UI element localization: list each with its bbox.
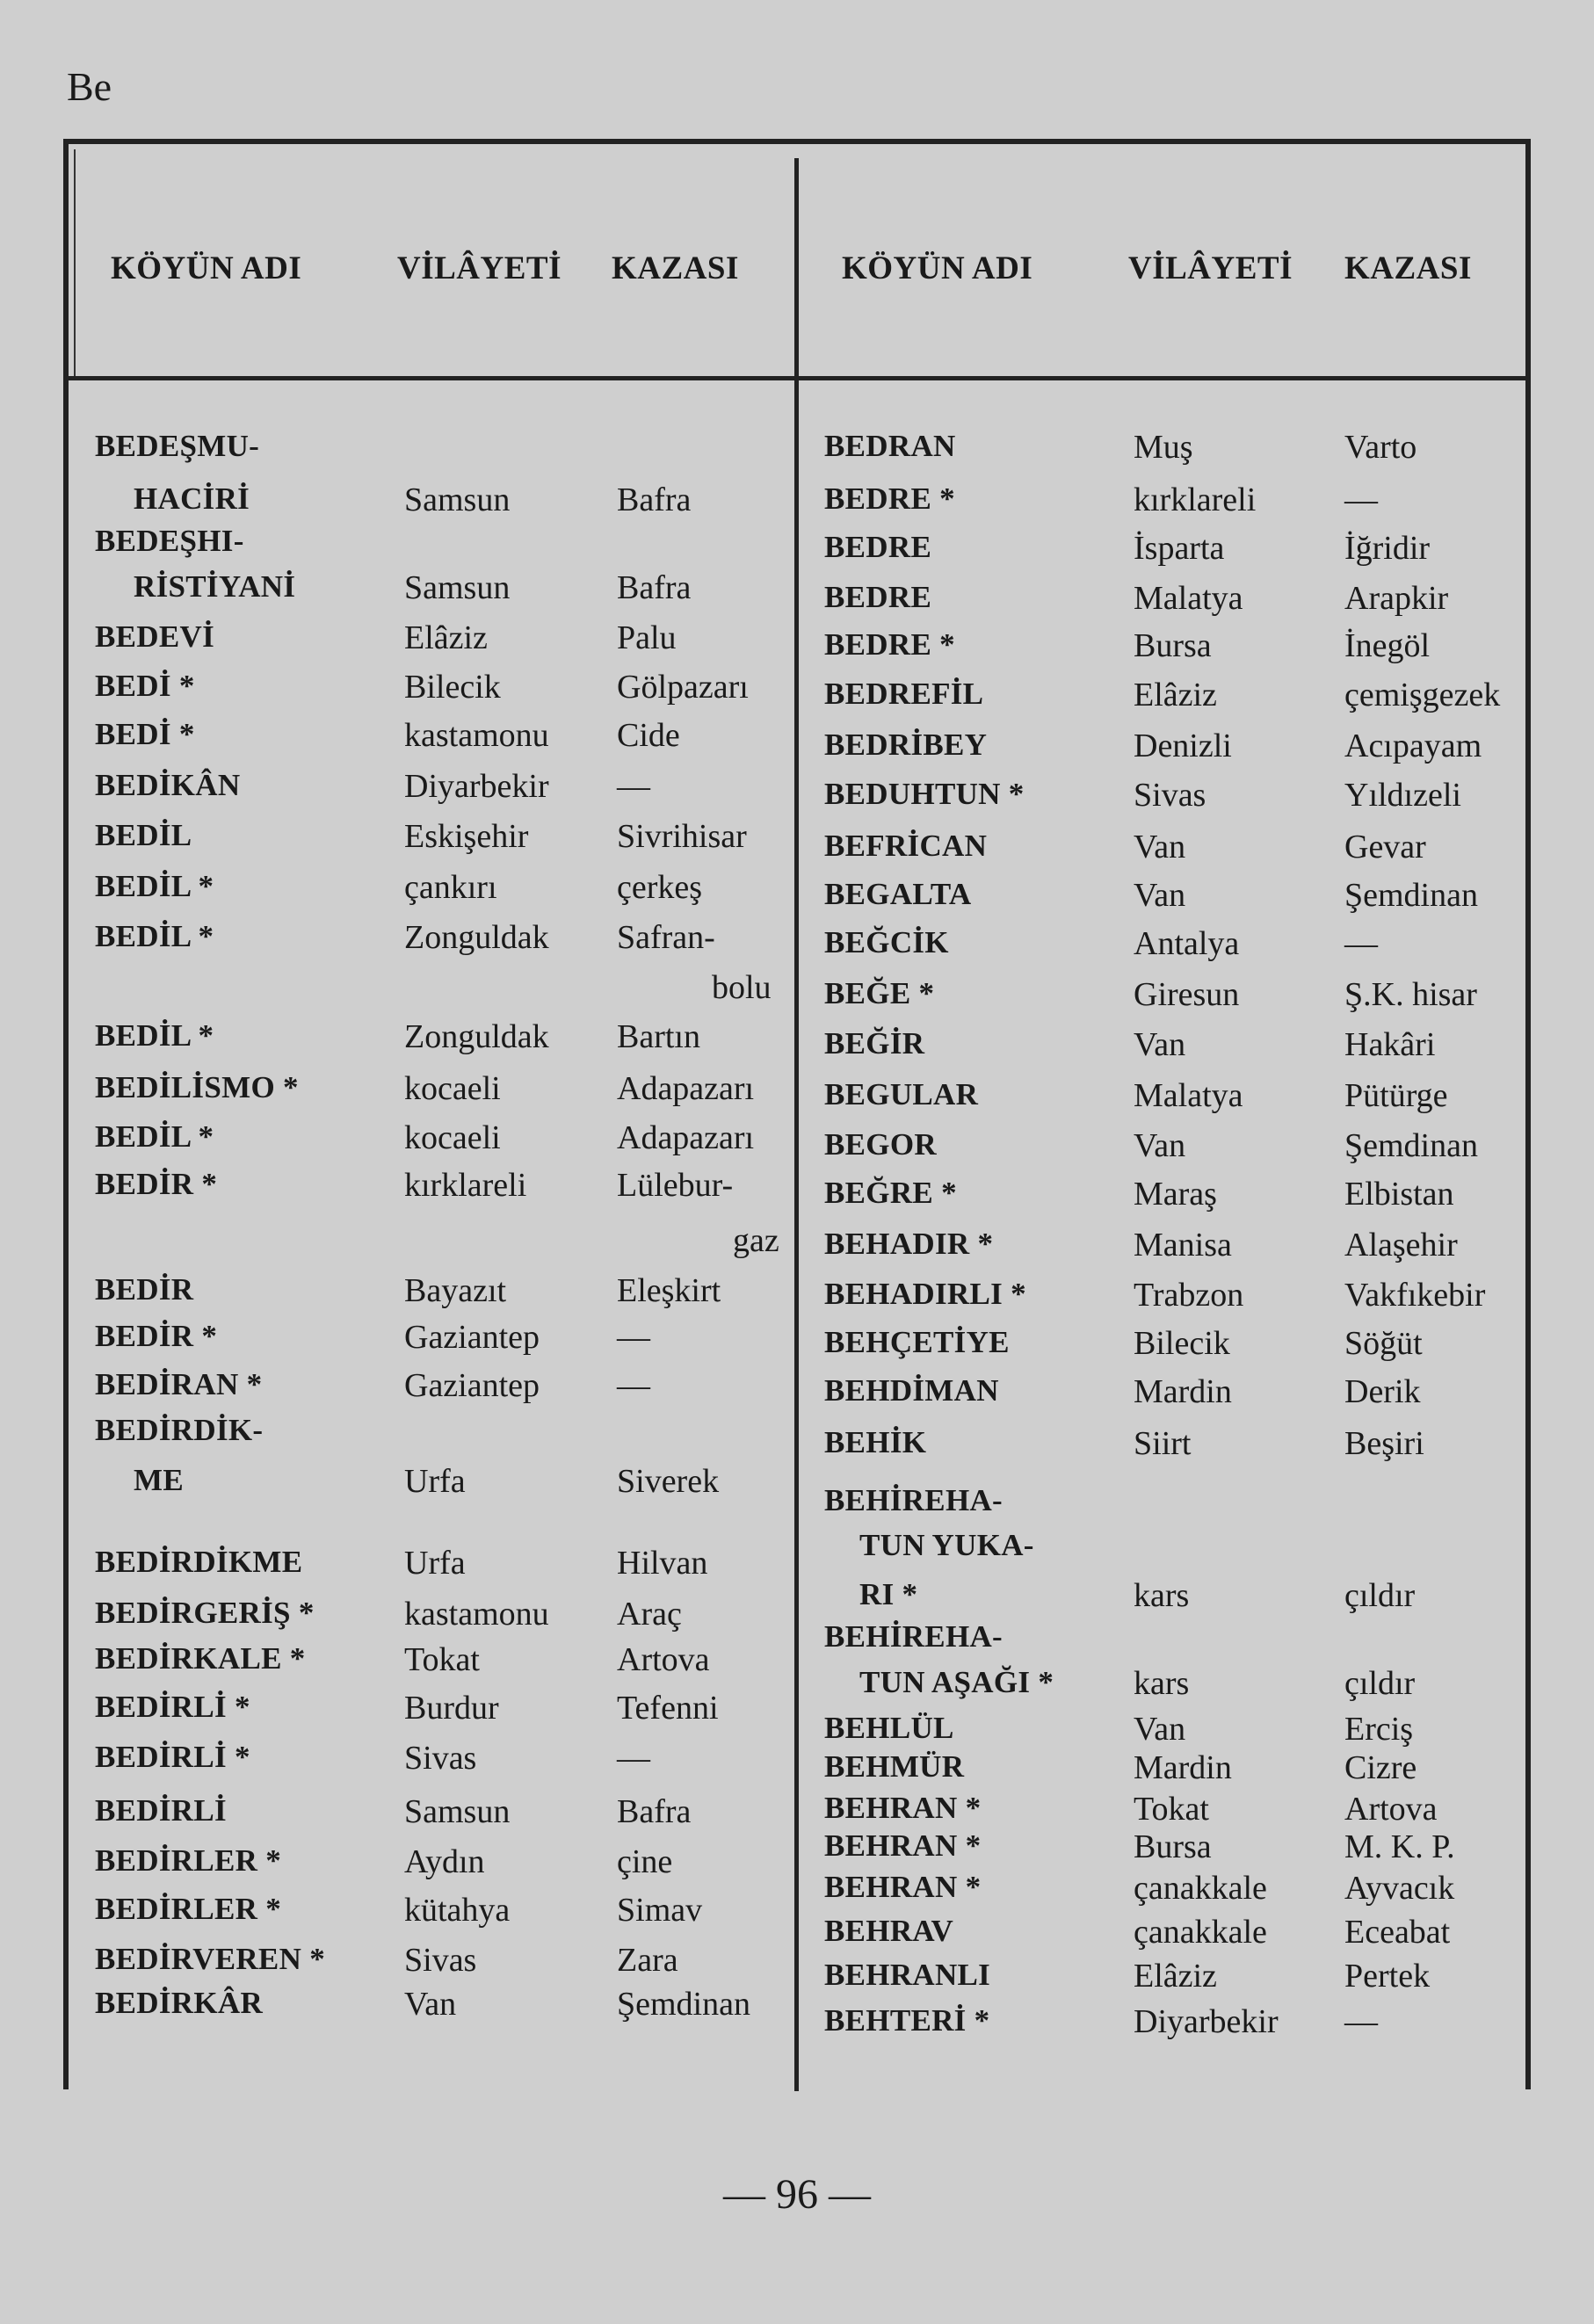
left-name-cell: BEDİL xyxy=(95,818,192,852)
left-kaza-cell: çine xyxy=(617,1843,673,1880)
left-kaza-cell: Safran- xyxy=(617,919,715,956)
left-vilayet-cell: Urfa xyxy=(404,1545,466,1582)
left-vilayet-cell: Urfa xyxy=(404,1463,466,1500)
right-kaza-cell: Ş.K. hisar xyxy=(1344,976,1477,1013)
right-kaza-cell: M. K. P. xyxy=(1344,1828,1455,1865)
left-kaza-cell: — xyxy=(617,1319,650,1356)
right-vilayet-cell: Bursa xyxy=(1134,627,1212,664)
right-kaza-cell: Pütürge xyxy=(1344,1077,1448,1114)
right-name-cell: BEHADIR * xyxy=(824,1227,994,1261)
right-name-cell: BEĞRE * xyxy=(824,1176,957,1210)
left-row xyxy=(617,1224,784,1277)
right-vilayet-cell: Mardin xyxy=(1134,1749,1232,1786)
left-vilayet-cell: Aydın xyxy=(404,1843,485,1880)
right-name-cell: BEHDİMAN xyxy=(824,1373,999,1408)
left-vilayet-cell: Samsun xyxy=(404,569,511,606)
right-name-cell: BEDRE * xyxy=(824,627,955,662)
right-vilayet-cell: Van xyxy=(1134,1127,1186,1164)
right-vilayet-cell: Malatya xyxy=(1134,1077,1243,1114)
left-name-cell: BEDİRKALE * xyxy=(95,1641,306,1676)
left-kaza-cell: Palu xyxy=(617,619,677,656)
right-name-cell: BEDRİBEY xyxy=(824,728,988,762)
left-name-cell: BEDİRGERİŞ * xyxy=(95,1596,315,1630)
right-kaza-cell: Erciş xyxy=(1344,1711,1414,1748)
left-name-cell: BEDİR * xyxy=(95,1319,218,1353)
left-kaza-cell: Bafra xyxy=(617,569,692,606)
left-kaza-cell: Araç xyxy=(617,1596,682,1633)
left-kaza-cell: Siverek xyxy=(617,1463,720,1500)
right-vilayet-cell: Elâziz xyxy=(1134,1958,1217,1995)
left-kaza-cell: Simav xyxy=(617,1892,703,1929)
left-name-cell: BEDİKÂN xyxy=(95,768,241,802)
right-kaza-cell: Yıldızeli xyxy=(1344,777,1461,814)
right-kaza-cell: Derik xyxy=(1344,1373,1421,1410)
left-name-cell: BEDİRVEREN * xyxy=(95,1942,325,1976)
right-name-cell: BEHİREHA- xyxy=(824,1619,1003,1654)
left-name-cell: BEDEŞHI- xyxy=(95,524,244,558)
right-kaza-cell: Pertek xyxy=(1344,1958,1431,1995)
left-vilayet-cell: Gaziantep xyxy=(404,1319,540,1356)
left-kaza-cell: — xyxy=(617,1367,650,1404)
right-vilayet-cell: çanakkale xyxy=(1134,1870,1267,1907)
right-vilayet-cell: Maraş xyxy=(1134,1176,1217,1213)
left-name-cell: BEDİRLİ * xyxy=(95,1690,250,1724)
right-name-cell: BEDRE xyxy=(824,580,932,614)
table-left-inner-rule xyxy=(74,149,76,378)
right-name-cell: BEFRİCAN xyxy=(824,829,988,863)
right-kaza-cell: Söğüt xyxy=(1344,1325,1423,1362)
left-kaza-cell: Bartın xyxy=(617,1018,700,1055)
header-right-vilayet: VİLÂYETİ xyxy=(1128,250,1293,286)
table-left-rule xyxy=(63,139,69,2089)
right-kaza-cell: İnegöl xyxy=(1344,627,1431,664)
left-kaza-cell: — xyxy=(617,1740,650,1777)
right-vilayet-cell: Siirt xyxy=(1134,1425,1192,1462)
left-kaza-cell: Sivrihisar xyxy=(617,818,747,855)
left-vilayet-cell: Diyarbekir xyxy=(404,768,549,805)
right-vilayet-cell: Van xyxy=(1134,1026,1186,1063)
left-vilayet-cell: Burdur xyxy=(404,1690,499,1727)
left-vilayet-cell: Zonguldak xyxy=(404,919,549,956)
right-vilayet-cell: Sivas xyxy=(1134,777,1206,814)
right-name-cell: BEHÇETİYE xyxy=(824,1325,1010,1359)
left-name-cell: BEDİ * xyxy=(95,669,195,703)
left-name-cell: BEDİRAN * xyxy=(95,1367,263,1401)
right-kaza-cell: Şemdinan xyxy=(1344,877,1478,914)
left-vilayet-cell: Samsun xyxy=(404,1793,511,1830)
right-name-cell: BEDRAN xyxy=(824,429,956,463)
right-vilayet-cell: Elâziz xyxy=(1134,677,1217,713)
right-kaza-cell: Eceabat xyxy=(1344,1914,1451,1951)
right-name-cell: BEĞİR xyxy=(824,1026,925,1061)
left-vilayet-cell: çankırı xyxy=(404,869,497,906)
header-left-vilayet: VİLÂYETİ xyxy=(397,250,562,286)
left-vilayet-cell: Elâziz xyxy=(404,619,488,656)
header-left-name: KÖYÜN ADI xyxy=(111,250,302,286)
left-vilayet-cell: Zonguldak xyxy=(404,1018,549,1055)
left-name-cell: BEDİRLER * xyxy=(95,1843,282,1878)
left-kaza-cell: gaz xyxy=(733,1222,779,1259)
left-vilayet-cell: Bilecik xyxy=(404,669,501,706)
left-kaza-cell: Eleşkirt xyxy=(617,1272,721,1309)
left-name-cell: BEDİLİSMO * xyxy=(95,1070,299,1104)
right-vilayet-cell: Denizli xyxy=(1134,728,1232,764)
left-vilayet-cell: Eskişehir xyxy=(404,818,529,855)
header-left-kaza: KAZASI xyxy=(612,250,739,286)
left-kaza-cell: Adapazarı xyxy=(617,1070,755,1107)
table-top-rule xyxy=(63,139,1531,144)
right-vilayet-cell: Malatya xyxy=(1134,580,1243,617)
header-right-kaza: KAZASI xyxy=(1344,250,1472,286)
left-vilayet-cell: kütahya xyxy=(404,1892,511,1929)
right-kaza-cell: Varto xyxy=(1344,429,1417,466)
left-vilayet-cell: Gaziantep xyxy=(404,1367,540,1404)
left-kaza-cell: Bafra xyxy=(617,481,692,518)
right-kaza-cell: çıldır xyxy=(1344,1577,1416,1614)
right-vilayet-cell: Mardin xyxy=(1134,1373,1232,1410)
left-name-cell: BEDİRDİKME xyxy=(95,1545,303,1579)
right-kaza-cell: Cizre xyxy=(1344,1749,1417,1786)
left-name-cell: HACİRİ xyxy=(134,481,250,516)
right-kaza-cell: çemişgezek xyxy=(1344,677,1501,713)
right-kaza-cell: Acıpayam xyxy=(1344,728,1482,764)
right-name-cell: BEHRAN * xyxy=(824,1791,982,1825)
left-name-cell: BEDEŞMU- xyxy=(95,429,260,463)
right-kaza-cell: Elbistan xyxy=(1344,1176,1454,1213)
left-name-cell: BEDİL * xyxy=(95,1119,214,1154)
right-name-cell: BEHADIRLI * xyxy=(824,1277,1026,1311)
left-name-cell: BEDİL * xyxy=(95,869,214,903)
left-kaza-cell: Artova xyxy=(617,1641,710,1678)
right-kaza-cell: İğridir xyxy=(1344,530,1431,567)
right-name-cell: BEDRE * xyxy=(824,481,955,516)
left-vilayet-cell: kastamonu xyxy=(404,1596,549,1633)
right-name-cell: BEGULAR xyxy=(824,1077,979,1111)
right-name-cell: BEĞE * xyxy=(824,976,935,1010)
left-name-cell: BEDİ * xyxy=(95,717,195,751)
right-vilayet-cell: kars xyxy=(1134,1665,1190,1702)
right-kaza-cell: Vakfıkebir xyxy=(1344,1277,1486,1314)
right-name-cell: RI * xyxy=(859,1577,918,1611)
right-vilayet-cell: Van xyxy=(1134,877,1186,914)
left-vilayet-cell: kastamonu xyxy=(404,717,549,754)
right-kaza-cell: Alaşehir xyxy=(1344,1227,1458,1263)
left-kaza-cell: Zara xyxy=(617,1942,678,1979)
left-kaza-cell: Lülebur- xyxy=(617,1167,734,1204)
right-vilayet-cell: Diyarbekir xyxy=(1134,2003,1279,2040)
running-head: Be xyxy=(67,64,112,109)
left-name-cell: BEDİR * xyxy=(95,1167,218,1201)
right-vilayet-cell: Muş xyxy=(1134,429,1193,466)
column-divider xyxy=(794,158,799,2091)
right-vilayet-cell: Tokat xyxy=(1134,1791,1209,1828)
right-vilayet-cell: kırklareli xyxy=(1134,481,1257,518)
right-name-cell: BEHRAV xyxy=(824,1914,954,1948)
right-vilayet-cell: Bilecik xyxy=(1134,1325,1230,1362)
right-vilayet-cell: kars xyxy=(1134,1577,1190,1614)
right-kaza-cell: Beşiri xyxy=(1344,1425,1424,1462)
right-vilayet-cell: Manisa xyxy=(1134,1227,1232,1263)
right-name-cell: BEDRE xyxy=(824,530,932,564)
left-kaza-cell: bolu xyxy=(712,969,772,1006)
left-kaza-cell: Cide xyxy=(617,717,680,754)
right-vilayet-cell: Van xyxy=(1134,1711,1186,1748)
header-right-name: KÖYÜN ADI xyxy=(842,250,1033,286)
left-vilayet-cell: Sivas xyxy=(404,1942,477,1979)
left-kaza-cell: — xyxy=(617,768,650,805)
left-vilayet-cell: Sivas xyxy=(404,1740,477,1777)
left-vilayet-cell: Samsun xyxy=(404,481,511,518)
left-name-cell: BEDİL * xyxy=(95,919,214,953)
left-name-cell: BEDİL * xyxy=(95,1018,214,1053)
left-vilayet-cell: kırklareli xyxy=(404,1167,527,1204)
left-name-cell: BEDİRDİK- xyxy=(95,1413,264,1447)
right-kaza-cell: Gevar xyxy=(1344,829,1426,865)
left-vilayet-cell: Bayazıt xyxy=(404,1272,507,1309)
right-kaza-cell: Ayvacık xyxy=(1344,1870,1455,1907)
right-name-cell: BEHRAN * xyxy=(824,1828,982,1863)
right-vilayet-cell: çanakkale xyxy=(1134,1914,1267,1951)
right-kaza-cell: — xyxy=(1344,925,1378,962)
right-name-cell: BEGOR xyxy=(824,1127,937,1162)
left-kaza-cell: Bafra xyxy=(617,1793,692,1830)
right-name-cell: BEDREFİL xyxy=(824,677,984,711)
right-kaza-cell: Artova xyxy=(1344,1791,1438,1828)
left-name-cell: ME xyxy=(134,1463,184,1497)
left-vilayet-cell: Tokat xyxy=(404,1641,480,1678)
right-vilayet-cell: İsparta xyxy=(1134,530,1225,567)
left-kaza-cell: Hilvan xyxy=(617,1545,708,1582)
right-vilayet-cell: Bursa xyxy=(1134,1828,1212,1865)
right-name-cell: BEHMÜR xyxy=(824,1749,965,1784)
right-kaza-cell: Arapkir xyxy=(1344,580,1449,617)
right-name-cell: BEDUHTUN * xyxy=(824,777,1025,811)
right-name-cell: TUN YUKA- xyxy=(859,1528,1034,1562)
right-kaza-cell: — xyxy=(1344,2003,1378,2040)
left-name-cell: BEDİRLİ xyxy=(95,1793,227,1828)
left-name-cell: BEDİR xyxy=(95,1272,194,1307)
right-name-cell: BEHİK xyxy=(824,1425,927,1459)
left-kaza-cell: Adapazarı xyxy=(617,1119,755,1156)
left-name-cell: BEDİRLER * xyxy=(95,1892,282,1926)
left-kaza-cell: Tefenni xyxy=(617,1690,719,1727)
right-vilayet-cell: Van xyxy=(1134,829,1186,865)
right-kaza-cell: — xyxy=(1344,481,1378,518)
left-vilayet-cell: Van xyxy=(404,1986,457,2023)
right-name-cell: BEHRAN * xyxy=(824,1870,982,1904)
right-name-cell: BEGALTA xyxy=(824,877,972,911)
right-vilayet-cell: Trabzon xyxy=(1134,1277,1244,1314)
right-name-cell: BEĞCİK xyxy=(824,925,949,959)
right-kaza-cell: Hakâri xyxy=(1344,1026,1436,1063)
left-vilayet-cell: kocaeli xyxy=(404,1119,501,1156)
right-kaza-cell: çıldır xyxy=(1344,1665,1416,1702)
left-name-cell: RİSTİYANİ xyxy=(134,569,296,604)
right-name-cell: BEHTERİ * xyxy=(824,2003,990,2038)
left-kaza-cell: Gölpazarı xyxy=(617,669,749,706)
right-vilayet-cell: Antalya xyxy=(1134,925,1240,962)
page-number: — 96 — xyxy=(723,2171,871,2218)
right-name-cell: BEHİREHA- xyxy=(824,1483,1003,1517)
right-kaza-cell: Şemdinan xyxy=(1344,1127,1478,1164)
left-name-cell: BEDİRLİ * xyxy=(95,1740,250,1774)
right-name-cell: BEHLÜL xyxy=(824,1711,954,1745)
table-right-rule xyxy=(1525,139,1531,2089)
right-name-cell: TUN AŞAĞI * xyxy=(859,1665,1054,1699)
left-name-cell: BEDEVİ xyxy=(95,619,215,654)
left-vilayet-cell: kocaeli xyxy=(404,1070,501,1107)
left-row xyxy=(617,971,784,1024)
left-kaza-cell: Şemdinan xyxy=(617,1986,750,2023)
left-name-cell: BEDİRKÂR xyxy=(95,1986,264,2020)
right-vilayet-cell: Giresun xyxy=(1134,976,1240,1013)
right-name-cell: BEHRANLI xyxy=(824,1958,991,1992)
left-kaza-cell: çerkeş xyxy=(617,869,703,906)
